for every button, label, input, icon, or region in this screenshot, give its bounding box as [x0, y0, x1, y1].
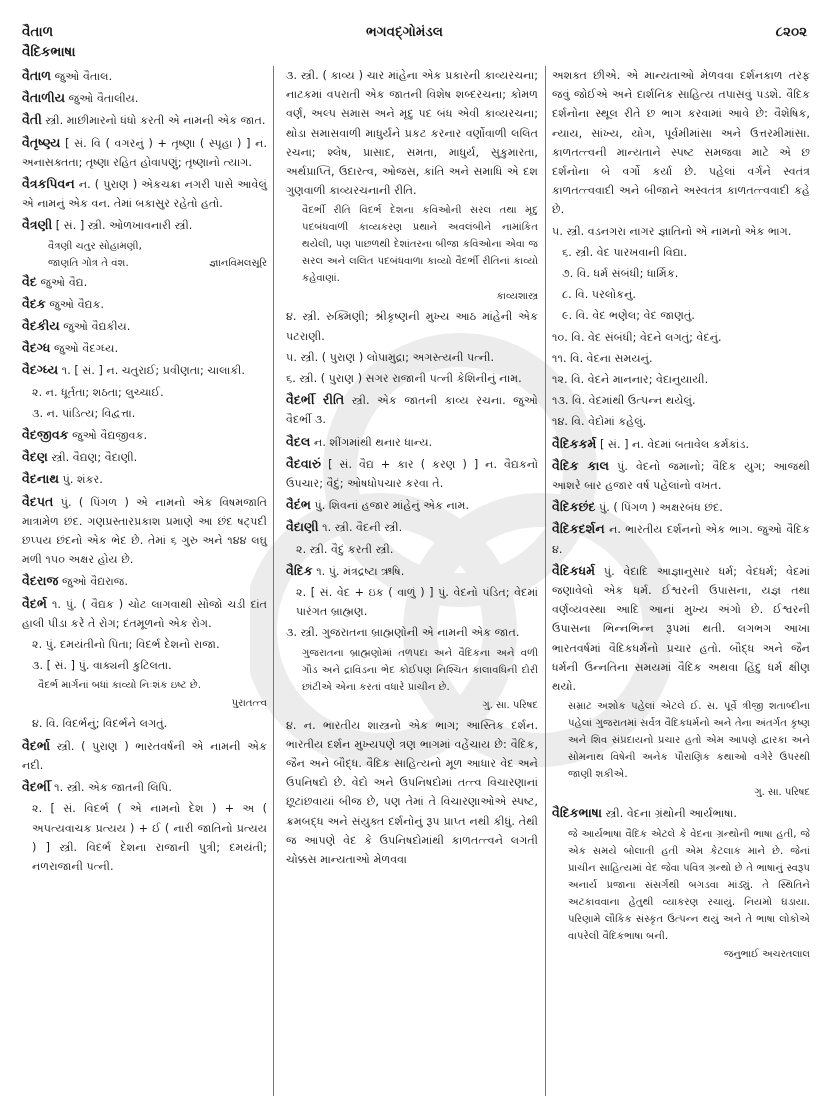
dictionary-entry [22, 215, 267, 235]
sense: ૨. [ સં. વિદર્ભ ( એ નામનો દેશ ) + અ ( અપત્યવાચક પ્રત્યય ) + ઈ ( નારી જાતિનો પ્રત્યય ) ] સ્ત્રી. વિદર્ભ દેશના રાજાની પુત્રી; દમયંતી; નળરાજાની પત્ની. [32, 802, 267, 873]
sense: ૪. સ્ત્રી. રુક્મિણી; શ્રીકૃષ્ણની મુખ્ય આઠ માંહેની એક પટરાણી. [286, 310, 538, 343]
definition: સ્ત્રી. વૈદ્યણ; વૈદાણી. [51, 451, 138, 465]
sense: ૪. ન. ભારતીય શાસ્ત્રનો એક ભાગ; આસ્તિક દર્શન. ભારતીય દર્શન મુખ્યપણે ત્રણ ભાગમાં વહેંચાય છે: વૈદિક, જૈન અને બૌદ્ધ. વૈદિક સાહિત્યનો મૂળ આધાર વેદ અને ઉપનિષદો છે. વેદો અને ઉપનિષદોમાં તત્ત્વ વિચારણાનાં છૂટાંછવાયાં બીજ છે, પણ તેમાં તે વિચારણાઓએ સ્પષ્ટ, ક્રમબદ્ધ અને સંયુક્ત દર્શનોનું રૂપ પ્રાપ્ત નથી કીધું. તેથી જ આપણે વેદ કે ઉપનિષદોમાંથી કાળતત્ત્વને લગતી ચોક્કસ માન્યતાઓ મેળવવા [286, 718, 538, 867]
usage-quote: જે આર્યભાષા વૈદિક એટલે કે વેદના ગ્રન્થોની ભાષા હતી, જે એક સમયે બોલાતી હતી એમ કેટલાક માને છે. જેનાં પ્રાચીન સાહિત્યમાં વેદ જેવા પવિત્ર ગ્રન્થો છે તે ભાષાનું સ્વરૂપ અનાર્ય પ્રજાના સંસર્ગથી બગડવા માંડ્યું. તે સ્થિતિને અટકાવવાના હેતુથી વ્યાકરણ રચાયું. નિયમો ઘડાયા. પરિણામે લૌકિક સંસ્કૃત ઉત્પન્ન થયું અને તે ભાષા લોકોએ વાપરેલી વૈદિકભાષા બની. [568, 828, 810, 942]
sense: ૨. ન. ધૂર્તતા; શઠતા; લુચ્ચાઈ. [32, 385, 164, 399]
headword: વૈદરાજ [22, 573, 59, 589]
dictionary-entry [286, 454, 538, 493]
sense: ૧૨. વિ. વેદને માનનાર; વેદાનુયાયી. [552, 373, 709, 387]
definition: ન. શીંગમાંથી થનાર ધાન્ય. [313, 435, 433, 449]
column-1 [22, 66, 267, 878]
running-header [0, 24, 825, 44]
dictionary-entry [22, 425, 267, 445]
headword: વૈદનાથ [22, 471, 60, 487]
headword: વૈત્રણી [22, 217, 53, 233]
definition: જુઓ વૈદગ્ધ્ય. [54, 342, 119, 356]
definition: જુઓ વૈદ્યરાજ. [61, 575, 128, 589]
dictionary-entry [22, 66, 267, 86]
definition: ૧. પું. મંત્રદ્રષ્ટા ઋષિ. [316, 564, 405, 578]
headword: વૈદાણી [286, 519, 319, 535]
headword: વૈત્રકપિવન [22, 176, 75, 192]
sense: ૭. વિ. ધર્મ સંબંધી; ધાર્મિક. [562, 267, 679, 281]
headword: વૈદગ્ધ [22, 340, 51, 356]
dictionary-entry [22, 571, 267, 591]
citation-source: જ્ઞાનવિમલસૂરિ [209, 257, 267, 269]
headword: વૈદપત [22, 493, 54, 509]
dictionary-entry [22, 594, 267, 633]
definition: [ સં. વૈદ્ય + કાર ( કરણ ) ] ન. વૈદ્યકનો ઉપચાર; વૈદું; ઓષધોપચાર કરવા તે. [286, 457, 538, 491]
sense: ૮. વિ. પરલોકનું. [562, 288, 636, 302]
sense: ૫. સ્ત્રી. વડનગરા નાગર જ્ઞાતિનો એ નામનો એક ભાગ. [552, 224, 792, 238]
verse-line: વૈત્રણી ચતુર સોહામણી, [48, 240, 142, 252]
headword: વૈતાળીય [22, 90, 66, 106]
usage-quote: વૈદર્ભ માર્ગનાં બધાં કાવ્યો નિઃશંક ઇષ્ટ છે. [38, 680, 202, 692]
sense: ૨. સ્ત્રી. વૈદું કરતી સ્ત્રી. [296, 542, 394, 556]
definition: જુઓ વૈદ્ય. [40, 275, 88, 289]
headword: વૈદર્ભ [22, 595, 47, 611]
headword: વૈદિકદર્શન [552, 521, 605, 537]
verse-quote [22, 238, 267, 272]
citation-source: કાવ્યશાસ્ત્ર [496, 291, 538, 303]
dictionary-entry [552, 803, 810, 823]
dictionary-entry [552, 497, 810, 517]
definition: સ્ત્રી. એક જાતની કાવ્ય રચના. જુઓ વૈદર્ભી ૩. [286, 394, 538, 427]
sense-continued: અશક્ત છીએ. એ માન્યતાઓ મેળવવા દર્શનકાળ તરફ જવું જોઈએ અને દાર્શનિક સાહિત્ય તપાસવું પડશે. વૈદિક દર્શનોના સ્થૂલ રીતે છ ભાગ કરવામાં આવે છે: વૈશેષિક, ન્યાય, સાંખ્ય, યોગ, પૂર્વમીમાંસા અને ઉત્તરમીમાંસા. કાળતત્ત્વની માન્યતાને સ્પષ્ટ સમજવા માટે એ છ દર્શનોના બે વર્ગો કર્યા છે. પહેલાં વર્ગને સ્વતંત્ર કાળતત્ત્વવાદી અને બીજાને અસ્વતંત્ર કાળતત્ત્વવાદી કહે છે. [552, 69, 810, 217]
headword: વૈદિકભાષા [552, 805, 602, 821]
dictionary-entry [286, 390, 538, 429]
book-title: ભગવદ્ગોમંડલ [366, 24, 443, 40]
definition: ૧. સ્ત્રી. વૈદની સ્ત્રી. [322, 521, 403, 535]
definition: ૧. પું. ( વૈદ્યક ) ચોટ લાગવાથી સોજો ચડી દાંત હાલી પીડા કરે તે રોગ; દંતમૂળનો એક રોગ. [22, 597, 267, 630]
column-3 [552, 66, 810, 965]
dictionary-entry [552, 456, 810, 495]
sense: ૩. [ સં. ] પું. વાક્યની કુટિલતા. [32, 659, 172, 673]
headword: વૈદિક કાલ [552, 457, 610, 473]
headword: વૈદિકધર્મ [552, 562, 596, 578]
sense: ૩. ન. પાંડિત્ય; વિદ્વત્તા. [32, 406, 136, 420]
dictionary-entry [552, 519, 810, 558]
dictionary-entry [286, 561, 538, 581]
dictionary-entry [22, 272, 267, 292]
sense: ૯. વિ. વેદ ભણેલ; વેદ જાણતું. [562, 309, 695, 323]
sense: ૫. સ્ત્રી. ( પુરાણ ) લોપામુદ્રા; અગસ્ત્યની પત્ની. [286, 350, 495, 364]
definition: સ્ત્રી. વેદના ગ્રંથોની આર્યભાષા. [605, 807, 737, 821]
dictionary-entry [22, 736, 267, 775]
dictionary-entry [22, 174, 267, 213]
citation-source: ગુ. સા. પરિષદ [482, 699, 538, 711]
sense: ૨. પું. દમયંતીનો પિતા; વિદર્ભ દેશનો રાજા. [32, 638, 220, 652]
dictionary-entry [22, 88, 267, 108]
headword: વૈતી [22, 112, 42, 128]
definition: પું. શિવનાં હજાર માંહેનું એક નામ. [314, 499, 470, 513]
definition: ન. ( પુરાણ ) એકચક્રા નગરી પાસે આવેલું એ નામનું એક વન. તેમાં બકાસુર રહેતો હતો. [22, 178, 267, 211]
dictionary-entry [22, 110, 267, 130]
headword: વૈદર્ભા [22, 737, 51, 753]
definition: [ સં. ] સ્ત્રી. ઓળખાવનારી સ્ત્રી. [55, 219, 193, 233]
headword: વૈતાળ [22, 68, 52, 83]
headword: વૈદિક [286, 562, 313, 578]
sense: ૩. સ્ત્રી. ( કાવ્ય ) ચાર માંહેના એક પ્રકારની કાવ્યરચના; નાટકમાં વપરાતી એક જાતની વિશેષ શબ્દરચના; કોમળ વર્ણ, અલ્પ સમાસ અને મૃદુ પદ બંધ એવી કાવ્યરચના; થોડા સમાસવાળી માધુર્યને પ્રકટ કરનાર વર્ણોવાળી લલિત રચના; શ્લેષ, પ્રાસાદ, સમતા, માધુર્ય, સુકુમારતા, અર્થપ્રાપ્તિ, ઉદારત્વ, ઓજસ, કાંતિ અને સમાધિ એ દશ ગુણવાળી કાવ્યરચનાની રીતિ. [286, 69, 538, 198]
headword: વૈદ [22, 273, 37, 289]
headword: વૈદણ [22, 449, 48, 465]
sense: ૩. સ્ત્રી. ગુજરાતના બ્રાહ્મણોની એ નામની એક જાત. [286, 626, 520, 640]
usage-quote: સમ્રાટ અશોક પહેલાં એટલે ઈ. સ. પૂર્વે ત્રીજી શતાબ્દીના પહેલાં ગુજરાતમાં સર્વત્ર વૈદિકધર્મનો અને તેના અંતર્ગત કૃષ્ણ અને શિવ સંપ્રદાયનો પ્રચાર હતો એમ આપણે દ્વારકા અને સોમનાથ વિષેની અનેક પૌરાણિક કથાઓ વગેરે ઉપરથી જાણી શકીએ. [568, 701, 810, 781]
dictionary-entry [22, 360, 267, 380]
definition: જુઓ વૈતાલીય. [68, 92, 139, 106]
page-number: ૮૨૦૨ [775, 24, 807, 40]
sense: ૬. સ્ત્રી. ( પુરાણ ) સગર રાજાની પત્ની કેશિનીનું નામ. [286, 372, 522, 386]
sense: ૨. [ સં. વેદ + ઇક ( વાળું ) ] પું. વેદનો પંડિત; વેદમાં પારંગત બ્રાહ્મણ. [296, 586, 538, 619]
headword: વૈદગ્ધ્ય [22, 362, 59, 378]
sense: ૬. સ્ત્રી. વેદ પારખવાની વિદ્યા. [562, 245, 687, 259]
definition: સ્ત્રી. માછીમારનો ધંધો કરતી એ નામની એક જાત. [45, 114, 266, 128]
headword: વૈદકીય [22, 318, 60, 334]
dictionary-entry [22, 133, 267, 172]
citation-source: ગુ. સા. પરિષદ [754, 787, 810, 799]
definition: પું. ( પિંગળ ) અક્ષરબંધ છંદ. [598, 501, 723, 515]
definition: પું. શંકર. [62, 473, 103, 487]
definition: [ સં. ] ન. વેદમાં બતાવેલ કર્મકાંડ. [599, 437, 750, 451]
definition: જુઓ વૈદ્યક. [49, 297, 105, 311]
sense: ૧૦. વિ. વેદ સંબંધી; વેદને લગતું; વેદનું. [552, 330, 722, 344]
definition: ન. ભારતીય દર્શનનો એક ભાગ. જુઓ વૈદિક ૪. [552, 523, 810, 556]
usage-quote: વૈદર્ભી રીતિ વિદર્ભ દેશના કવિઓની સરલ તથા મૃદુ પદબંધવાળી કાવ્યકરણ પ્રથાને અવલંબીને નામાંકિત થયેલી, પણ પાછળથી દેશાંતરના બીજા કવિઓના એવા જ સરલ અને લલિત પદબંધવાળા કાવ્યો વૈદર્ભી રીતિનાં કાવ્યો કહેવાણાં. [302, 205, 538, 285]
definition: પું. વેદનો જમાનો; વૈદિક યુગ; આજથી આશરે બાર હજાર વર્ષ પહેલાંનો વખત. [552, 459, 810, 493]
headword: વૈદંભ [286, 497, 311, 513]
dictionary-entry [552, 434, 810, 454]
definition: જુઓ વૈદ્યજીવક. [72, 429, 148, 443]
column-divider [273, 66, 274, 1096]
headword: વૈદર્ભી [22, 779, 51, 795]
column-divider [545, 66, 546, 1096]
dictionary-entry [552, 561, 810, 696]
definition: ૧. સ્ત્રી. એક જાતની લિપિ. [54, 781, 172, 795]
sense: ૧૩. વિ. વેદમાંથી ઉત્પન્ન થયેલું. [552, 394, 696, 408]
usage-quote: ગુજરાતના બ્રાહ્મણોમાં તળપદા અને વૈદિકના અને વળી ગૌડ અને દ્રાવિડના ભેદ કોઈપણ નિશ્ચિત કાલાવધિની દોરી છાંટીએ એના કરતાં વધારે પ્રાચીન છે. [302, 647, 538, 693]
headword: વૈદવારું [286, 455, 322, 471]
headword: વૈદર્ભી રીતિ [286, 392, 345, 408]
dictionary-entry [22, 338, 267, 358]
dictionary-entry [286, 432, 538, 452]
dictionary-entry [22, 492, 267, 570]
dictionary-entry [286, 495, 538, 515]
definition: પું. ( પિંગળ ) એ નામનો એક વિષમજાતિ માત્રામેળ છંદ. ગણપ્રસ્તારપ્રકાશ પ્રમાણે આ છંદ ષટ્પદી છપ્પય છંદનો એક ભેદ છે. તેમાં ૬ ગુરુ અને ૧૪૪ લઘુ મળી ૧૫૦ અક્ષર હોય છે. [22, 495, 268, 567]
guide-word-left: વૈતાળ [22, 24, 54, 40]
citation-source: પુરાતત્ત્વ [231, 698, 267, 710]
headword: વૈદજીવક [22, 427, 69, 443]
dictionary-entry [22, 469, 267, 489]
headword: વૈદલ [286, 433, 311, 449]
definition: જુઓ વૈતાલ. [54, 70, 113, 83]
dictionary-entry [22, 294, 267, 314]
headword: વૈદક [22, 295, 46, 311]
sense: ૧૪. વિ. વેદોમાં કહેલું. [552, 415, 647, 429]
definition: જુઓ વૈદ્યકીય. [63, 320, 131, 334]
definition: ૧. [ સં. ] ન. ચતુરાઈ; પ્રવીણતા; ચાલાકી. [61, 364, 245, 378]
verse-line: જાણતિ ગોત્ર તે વંશ. [48, 257, 129, 269]
headword: વૈદિકછંદ [552, 499, 596, 515]
citation-source: જનુભાઈ અચરતલાલ [723, 948, 810, 960]
definition: [ સં. વિ ( વગરનું ) + તૃષ્ણા ( સ્પૃહા ) ] ન. અનાસક્તતા; તૃષ્ણા રહિત હોવાપણું; તૃષ્ણાનો ત્યાગ. [22, 136, 267, 169]
headword: વૈદિકકર્મ [552, 435, 597, 451]
definition: સ્ત્રી. ( પુરાણ ) ભારતવર્ષની એ નામની એક નદી. [22, 739, 267, 772]
dictionary-entry [22, 316, 267, 336]
dictionary-entry [286, 517, 538, 537]
sense: ૧૧. વિ. વેદના સમયનું. [552, 351, 653, 365]
column-2 [286, 66, 538, 871]
definition: પું. વેદાદિ આજ્ઞાનુસાર ધર્મ; વેદધર્મ; વેદમાં જણાવેલો એક ધર્મ. ઈશ્વરની ઉપાસના, યજ્ઞ તથા વર્ણવ્યવસ્થા આદિ આનાં મુખ્ય અંગો છે. ઈશ્વરની ઉપાસના ભિન્નભિન્ન રૂપમાં થતી. લગભગ આખા ભારતવર્ષમાં વૈદિકધર્મનો પ્રચાર હતો. બૌદ્ધ અને જૈન ધર્મની ઉન્નતિના સમયમાં વૈદિક અથવા હિંદુ ધર્મ ક્ષીણ થયો. [552, 564, 810, 694]
dictionary-entry [22, 777, 267, 797]
guide-word-right: વૈદિકભાષા [22, 44, 76, 60]
headword: વૈતૃષ્ણ્ય [22, 134, 61, 150]
sense: ૪. વિ. વિદર્ભનું; વિદર્ભને લગતું. [32, 717, 168, 731]
dictionary-entry [22, 447, 267, 467]
